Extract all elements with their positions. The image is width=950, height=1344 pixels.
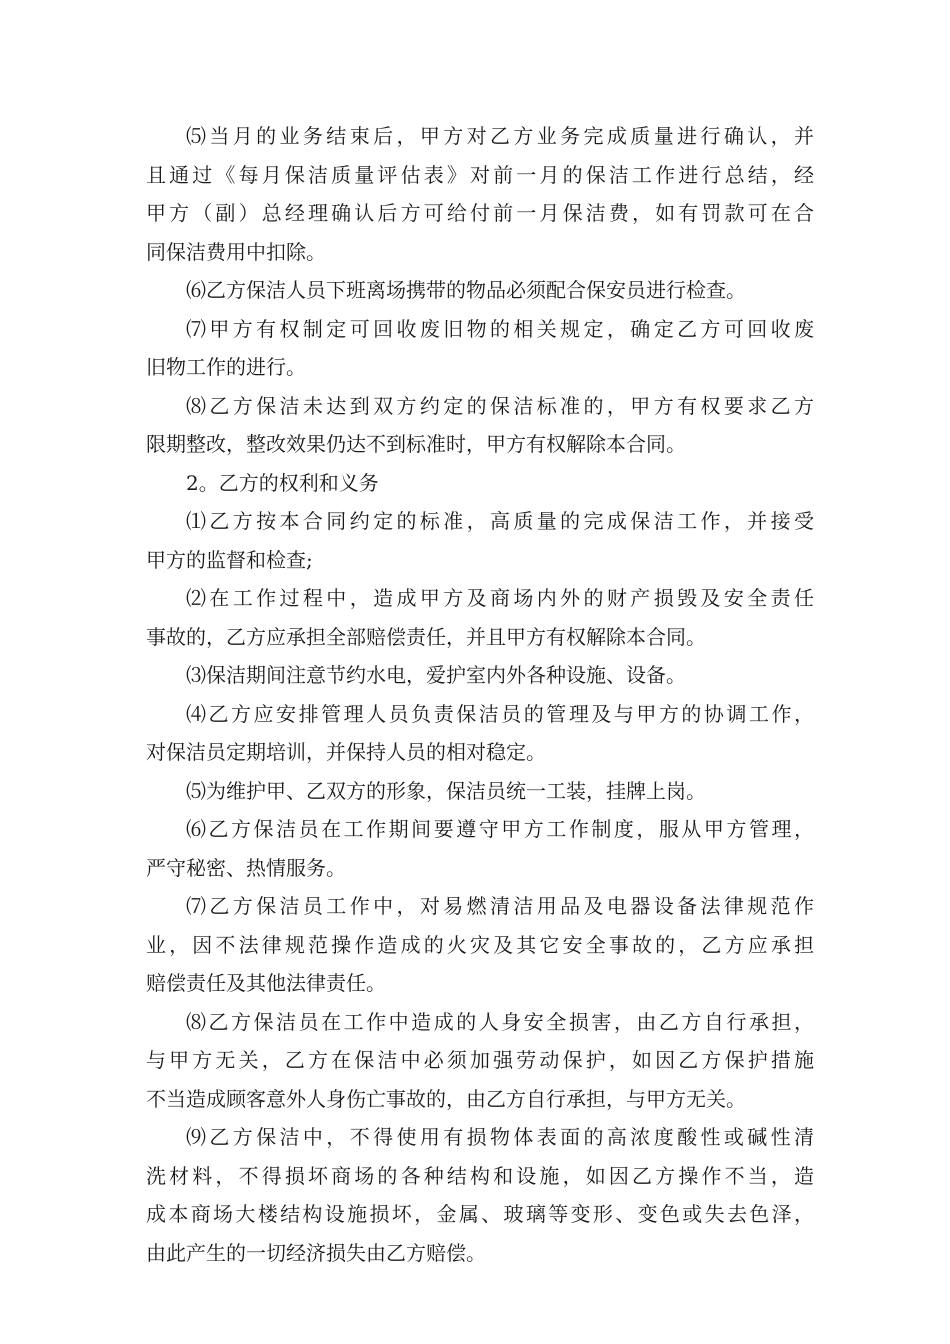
paragraph-line: 赔偿责任及其他法律责任。 [146, 971, 386, 995]
paragraph-line: 洗材料，不得损坏商场的各种结构和设施，如因乙方操作不当，造 [146, 1163, 814, 1188]
paragraph [146, 117, 814, 271]
paragraph-line: ⑺乙方保洁员工作中，对易燃清洁用品及电器设备法律规范作 [186, 894, 814, 918]
paragraph-line: ⑶保洁期间注意节约水电，爱护室内外各种设施、设备。 [186, 663, 686, 687]
paragraph-line: ⑸为维护甲、乙双方的形象，保洁员统一工装，挂牌上岗。 [186, 778, 706, 803]
paragraph [146, 772, 814, 811]
paragraph [146, 310, 814, 387]
paragraph [146, 695, 814, 772]
paragraph-line: 业，因不法律规范操作造成的火灾及其它安全事故的，乙方应承担 [146, 932, 814, 957]
paragraph-line: ⑵在工作过程中，造成甲方及商场内外的财产损毁及安全责任 [186, 586, 814, 610]
paragraph-line: 严守秘密、热情服务。 [146, 855, 346, 880]
paragraph [146, 502, 814, 579]
paragraph-line: 甲方（副）总经理确认后方可给付前一月保洁费，如有罚款可在合 [146, 201, 814, 225]
paragraph-line: 成本商场大楼结构设施损坏，金属、玻璃等变形、变色或失去色泽， [146, 1202, 814, 1226]
paragraph-line: ⑻乙方保洁未达到双方约定的保洁标准的，甲方有权要求乙方 [186, 393, 814, 418]
paragraph-line: 同保洁费用中扣除。 [146, 239, 326, 264]
paragraph [146, 271, 814, 310]
paragraph-line: 不当造成顾客意外人身伤亡事故的，由乙方自行承担，与甲方无关。 [146, 1086, 746, 1111]
paragraph-line: ⑴乙方按本合同约定的标准，高质量的完成保洁工作，并接受 [186, 509, 814, 533]
paragraph-line: 对保洁员定期培训，并保持人员的相对稳定。 [146, 740, 546, 764]
paragraph-line: ⑹乙方保洁员在工作期间要遵守甲方工作制度，服从甲方管理， [186, 817, 814, 841]
paragraph-line: 且通过《每月保洁质量评估表》对前一月的保洁工作进行总结，经 [146, 162, 814, 187]
paragraph-line: 限期整改，整改效果仍达不到标准时，甲方有权解除本合同。 [146, 432, 686, 456]
paragraph-line: 旧物工作的进行。 [146, 355, 306, 379]
paragraph [146, 464, 814, 503]
paragraph-line: ⑼乙方保洁中，不得使用有损物体表面的高浓度酸性或碱性清 [186, 1125, 814, 1149]
paragraph-line: 甲方的监督和检查; [146, 547, 313, 572]
paragraph [146, 1118, 814, 1272]
paragraph-line: ⑺甲方有权制定可回收废旧物的相关规定，确定乙方可回收废 [186, 316, 814, 341]
paragraph [146, 579, 814, 656]
document-body [146, 117, 814, 1272]
paragraph-line: ⑸当月的业务结束后，甲方对乙方业务完成质量进行确认，并 [186, 124, 814, 148]
paragraph-line: 事故的，乙方应承担全部赔偿责任，并且甲方有权解除本合同。 [146, 624, 706, 649]
paragraph-line: 由此产生的一切经济损失由乙方赔偿。 [146, 1240, 486, 1265]
paragraph [146, 387, 814, 464]
paragraph-line: ⑷乙方应安排管理人员负责保洁员的管理及与甲方的协调工作， [186, 701, 814, 726]
paragraph-line: 与甲方无关，乙方在保洁中必须加强劳动保护，如因乙方保护措施 [146, 1048, 814, 1072]
paragraph [146, 656, 814, 695]
paragraph-line: ⑻乙方保洁员在工作中造成的人身安全损害，由乙方自行承担， [186, 1009, 814, 1034]
paragraph-line: ⑹乙方保洁人员下班离场携带的物品必须配合保安员进行检查。 [186, 278, 746, 302]
paragraph-line: 2。乙方的权利和义务 [186, 470, 379, 495]
paragraph [146, 887, 814, 1003]
paragraph [146, 1003, 814, 1119]
paragraph [146, 810, 814, 887]
